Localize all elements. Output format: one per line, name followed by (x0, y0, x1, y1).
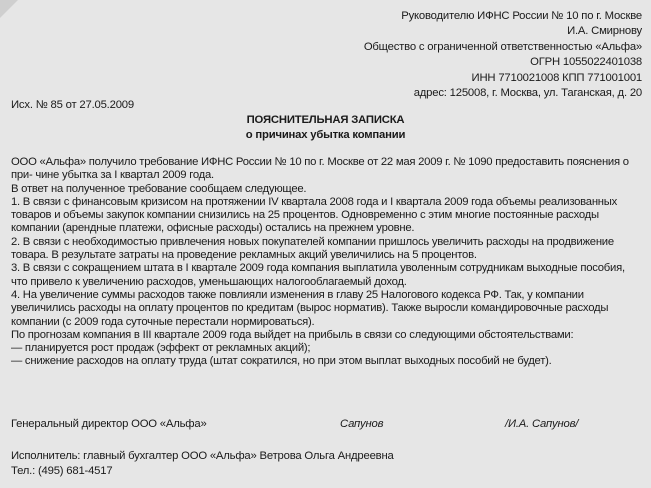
document-subtitle: о причинах убытка компании (245, 129, 406, 141)
executor-phone: Тел.: (495) 681-4517 (11, 465, 113, 477)
addressee-line: И.А. Смирнову (567, 25, 642, 38)
body-paragraph: По прогнозам компания в III квартале 2009 года выйдет на прибыль в связи со следующими обстоятельствами: (11, 328, 574, 341)
signatory-role: Генеральный директор ООО «Альфа» (11, 418, 207, 430)
body-list-item: — планируется рост продаж (эффект от рекламных акций); (11, 342, 311, 355)
document-body (11, 156, 641, 369)
addressee-line: адрес: 125008, г. Москва, ул. Таганская, д. 20 (413, 87, 642, 100)
signatory-name: /И.А. Сапунов/ (505, 418, 579, 430)
document-title-block (0, 113, 651, 143)
addressee-block (364, 9, 642, 101)
body-paragraph: ООО «Альфа» получило требование ИФНС России № 10 по г. Москве от 22 мая 2009 г. № 1090 предоставить пояснения о при- чине убытка за I квартал 2009 года. (11, 156, 629, 182)
body-paragraph: 2. В связи с необходимостью привлечения новых покупателей компании пришлось увеличить расходы на продвижение товара. В результате затраты на проведение рекламных акций увеличились на 5 процентов. (11, 235, 614, 262)
outgoing-reference: Исх. № 85 от 27.05.2009 (11, 99, 134, 111)
addressee-line: Общество с ограниченной ответственностью «Альфа» (363, 40, 642, 53)
addressee-line: ИНН 7710021008 КПП 771001001 (471, 71, 642, 84)
body-paragraph: 3. В связи с сокращением штата в I квартале 2009 года компания выплатила уволенным сотрудникам выходные пособия, что привело к увеличению расходов, уменьшающих налогооблагаемый доход. (11, 262, 625, 288)
signature: Сапунов (340, 418, 384, 430)
page-corner-fold (0, 0, 18, 18)
document-title: ПОЯСНИТЕЛЬНАЯ ЗАПИСКА (246, 114, 405, 126)
body-paragraph: 4. На увеличение суммы расходов также повлияли изменения в главу 25 Налогового кодекса РФ. Так, у компании увеличились расходы на оплату процентов по кредитам (вырос норматив). Также выросли командировочные расходы компании (с 2009 года суточные перестали нормироваться). (11, 288, 609, 328)
addressee-line: Руководителю ИФНС России № 10 по г. Москве (401, 10, 642, 22)
body-paragraph: 1. В связи с финансовым кризисом на протяжении IV квартала 2008 года и I квартала 2009 года объемы реализованных товаров и объемы закупок компании снизились на 25 процентов. Одновременно с этим многие постоянные расходы компании (арендные платежи, офисные расходы) остались на прежнем уровне. (11, 195, 618, 235)
body-paragraph: В ответ на полученное требование сообщаем следующее. (11, 182, 307, 195)
executor-block (11, 449, 394, 479)
executor-line: Исполнитель: главный бухгалтер ООО «Альфа» Ветрова Ольга Андреевна (11, 450, 394, 462)
body-list-item: — снижение расходов на оплату труда (штат сократился, но при этом выплат выходных пособий не будет). (11, 355, 552, 368)
addressee-line: ОГРН 1055022401038 (530, 56, 642, 69)
